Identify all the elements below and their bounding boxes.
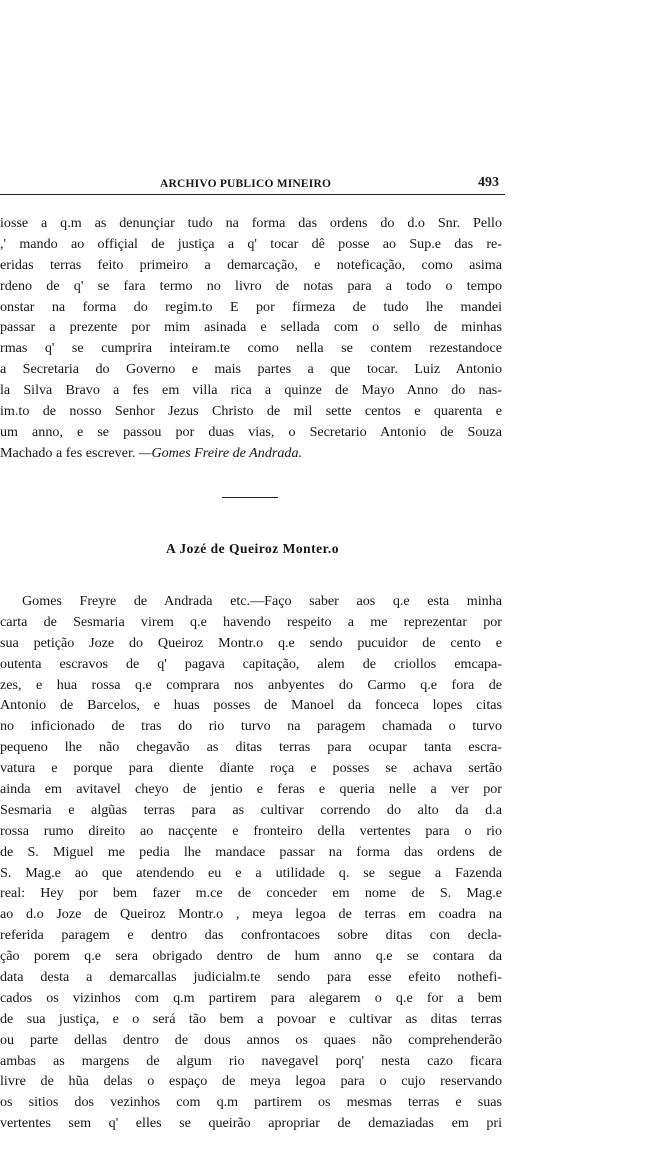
text-line: ambas as margens de algum rio navegavel porq' nesta cazo ficara [0, 1052, 502, 1069]
text-line: ao d.o Joze de Queiroz Montr.o , meya legoa de terras em coadra na [0, 906, 502, 923]
text-line: referida paragem e dentro das confrontacoes sobre ditas con decla- [0, 927, 502, 944]
text-line: a Secretaria do Governo e mais partes a que tocar. Luiz Antonio [0, 361, 502, 378]
text-line: de sua justiça, e o será tão bem a povoar e cultivar as ditas terras [0, 1010, 502, 1027]
text-line: de S. Miguel me pedia lhe mandace passar na forma das ordens de [0, 843, 502, 860]
text-line: iosse a q.m as denunçiar tudo na forma das ordens do d.o Snr. Pello [0, 215, 502, 231]
text-line: outenta escravos de q' pagava capitação, alem de criollos emcapa- [0, 655, 502, 672]
page-number: 493 [478, 175, 499, 190]
text-line: carta de Sesmaria virem q.e havendo respeito a me reprezentar por [0, 613, 502, 630]
text-line: sua petição Joze do Queiroz Montr.o q.e sendo pucuidor de cento e [0, 634, 502, 651]
text-line: ,' mando ao offiçial de justiça a q' tocar dê posse ao Sup.e das re- [0, 235, 502, 252]
section-title: A Jozé de Queiroz Monter.o [165, 541, 340, 556]
running-title: ARCHIVO PUBLICO MINEIRO [160, 178, 332, 190]
text-line: um anno, e se passou por duas vias, o Secretario Antonio de Souza [0, 423, 502, 440]
text-line: data desta a demarcallas judicialm.te sendo para esse efeito nothefi- [0, 969, 502, 986]
text-line: ainda em avitavel cheyo de jentio e feras e queria nelle a ver por [0, 781, 502, 798]
text-line: livre de hũa delas o espaço de meya legoa para o cujo reservando [0, 1073, 502, 1090]
text-line: la Silva Bravo a fes em villa rica a quinze de Mayo Anno do nas- [0, 382, 502, 399]
text-line: S. Mag.e ao que atendendo eu e a utilidade q. se segue a Fazenda [0, 864, 502, 881]
text-line: os sitios dos vezinhos com q.m partirem os mesmas terras e suas [0, 1094, 502, 1111]
text-line: pequeno lhe não chegavão as ditas terras para ocupar tanta escra- [0, 739, 502, 756]
text-line: vertentes sem q' elles se queirão apropriar de demaziadas em pri [0, 1115, 502, 1132]
signature: —Gomes Freire de Andrada. [138, 444, 303, 461]
text-line-last [0, 443, 502, 464]
text-line: Sesmaria e algũas terras para as cultivar correndo do alto da d.a [0, 801, 502, 818]
text-line: Antonio de Barcelos, e huas posses de Manoel da fonceca lopes citas [0, 697, 502, 714]
text-line-content: Machado a fes escrever. [0, 444, 136, 461]
text-line: real: Hey por bem fazer m.ce de conceder em nome de S. Mag.e [0, 885, 502, 902]
text-line: zes, e hua rossa q.e comprara nos anbyentes do Carmo q.e fora de [0, 676, 502, 693]
paragraph-2 [0, 591, 502, 1134]
text-line: cados os vizinhos com q.m partirem para alegarem o q.e for a bem [0, 989, 502, 1006]
text-line: eridas terras feito primeiro a demarcação, e noteficação, como asima [0, 256, 502, 273]
text-line: rmas q' se cumprira inteiram.te como nella se contem rezestandoce [0, 340, 502, 357]
text-line: onstar na forma do regim.to E por firmeza de tudo lhe mandei [0, 298, 502, 315]
text-line: rdeno de q' se fara termo no livro de notas para a todo o tempo [0, 277, 502, 294]
text-line: ção porem q.e sera obrigado dentro de hum anno q.e se contara da [0, 948, 502, 965]
section-divider [222, 497, 278, 498]
page-header [0, 172, 505, 195]
paragraph-1 [0, 213, 502, 464]
text-line: ou parte dellas dentro de dous annos os quaes não comprehenderão [0, 1031, 502, 1048]
text-line-indented: Gomes Freyre de Andrada etc.—Faço saber aos q.e esta minha [22, 593, 502, 609]
text-line: no inficionado de tras do rio turvo na paragem chamada o turvo [0, 718, 502, 735]
text-line: rossa rumo direito ao nacçente e fronteiro della vertentes para o rio [0, 822, 502, 839]
text-line: im.to de nosso Senhor Jezus Christo de mil sette centos e quarenta e [0, 403, 502, 420]
text-line: passar a prezente por mim asinada e sellada com o sello de minhas [0, 319, 502, 336]
text-line: vatura e porque para diente diante roça e posses se achava sertão [0, 760, 502, 777]
